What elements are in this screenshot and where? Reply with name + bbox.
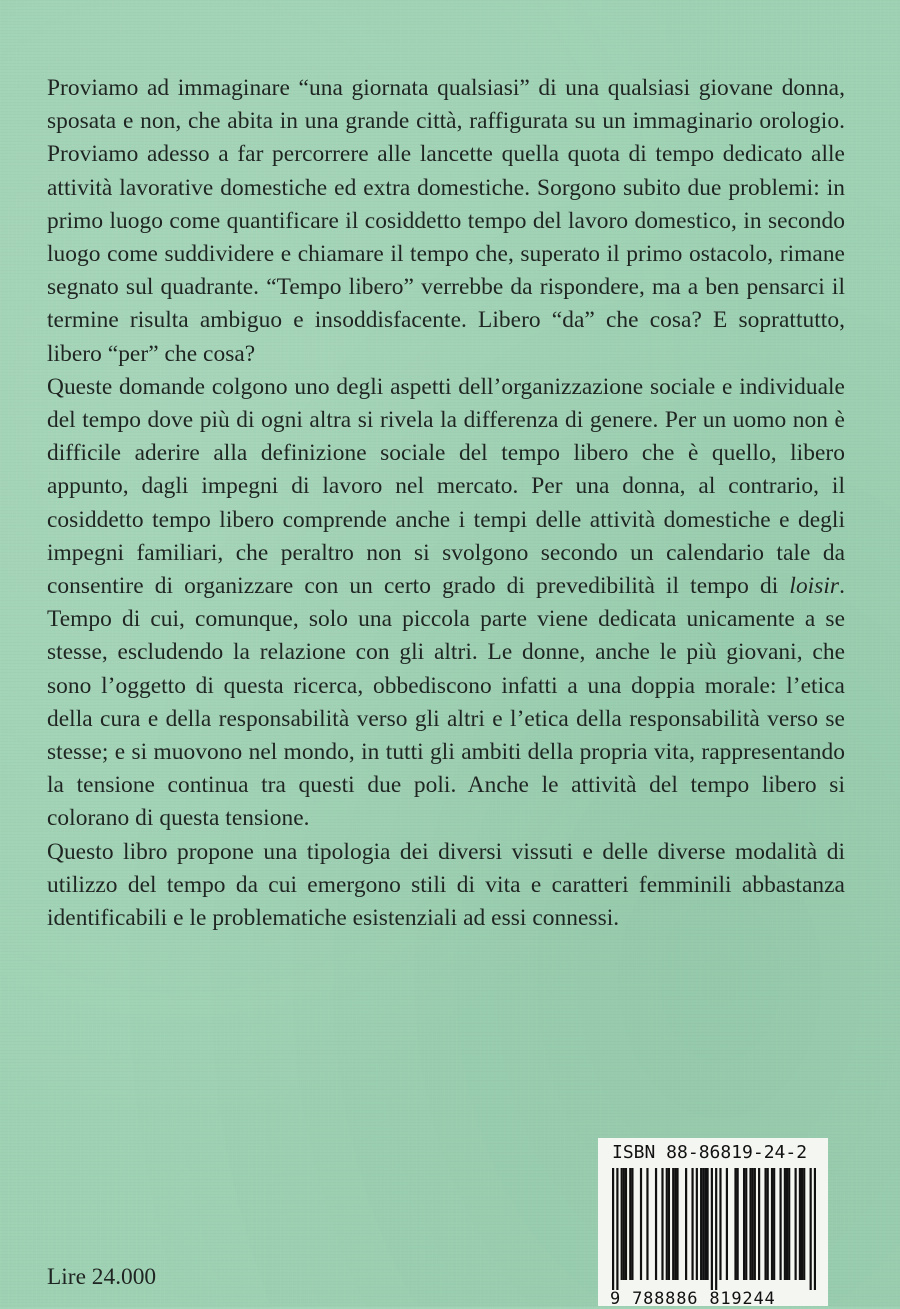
barcode-bar — [786, 1168, 788, 1280]
blurb-paragraph: Questo libro propone una tipologia dei diversi vissuti e delle diverse modalità di utilizzo del tempo da cui emergono stili di vita e caratteri femminili abbastanza identificabili e le problematiche esistenziali ad essi connessi. — [47, 838, 845, 932]
barcode-bar — [646, 1168, 648, 1280]
barcode-bar — [773, 1168, 775, 1280]
barcode-digits: 9 788886 819244 — [610, 1289, 776, 1309]
barcode-bar — [719, 1168, 721, 1280]
barcode-bar — [810, 1168, 812, 1290]
blurb-text-run: . Tempo di cui, comunque, solo una piccola parte viene dedicata unicamente a se stesse, escludendo la relazione con gli altri. Le donne, anche le più giovani, che sono l’oggetto di questa ricerca, obbediscono infatti a una doppia morale: l’etica della cura e della responsabilità verso gli altri e l’etica della responsabilità verso se stesse; e si muovono nel mondo, in tutti gli ambiti della propria vita, rappresentando la tensione continua tra questi due poli. Anche le attività del tempo libero si colorano di questa tensione. — [47, 573, 845, 832]
barcode-bar — [631, 1168, 633, 1280]
isbn-barcode — [598, 1138, 828, 1309]
barcode-bar — [625, 1168, 627, 1280]
barcode-bar — [764, 1168, 766, 1280]
barcode-bar — [629, 1168, 631, 1280]
barcode-bar — [616, 1168, 618, 1290]
barcode-bar — [674, 1168, 676, 1280]
barcode-bar — [691, 1168, 693, 1280]
blurb-paragraph — [47, 371, 845, 836]
barcode-bar — [767, 1168, 769, 1280]
barcode-graphic — [612, 1168, 816, 1290]
barcode-bar — [779, 1168, 781, 1280]
barcode-bar — [752, 1168, 754, 1280]
barcode-bar — [758, 1168, 760, 1280]
barcode-bar — [726, 1168, 728, 1280]
barcode-bar — [685, 1168, 687, 1280]
barcode-bar — [803, 1168, 805, 1280]
barcode-bar — [666, 1168, 668, 1280]
italic-term: loisir — [789, 573, 840, 600]
blurb-paragraph: Proviamo ad immaginare “una giornata qualsiasi” di una qualsiasi giovane donna, sposata e non, che abita in una grande città, raffigurata su un immaginario orologio. Proviamo adesso a far percorrere alle lancette quella quota di tempo dedicato alle attività lavorative domestiche ed extra domestiche. Sorgono subito due problemi: in primo luogo come quantificare il cosiddetto tempo del lavoro domestico, in secondo luogo come suddividere e chiamare il tempo che, superato il primo ostacolo, rimane segnato sul quadrante. “Tempo libero” verrebbe da rispondere, ma a ben pensarci il termine risulta ambiguo e insoddisfacente. Libero “da” che cosa? E soprattutto, libero “per” che cosa? — [47, 75, 845, 367]
barcode-bar — [788, 1168, 790, 1280]
barcode-bar — [801, 1168, 803, 1280]
barcode-bar — [784, 1168, 786, 1280]
price-label: Lire 24.000 — [47, 1264, 157, 1290]
barcode-bar — [715, 1168, 717, 1290]
barcode-bar — [711, 1168, 713, 1290]
barcode-bar — [706, 1168, 708, 1280]
barcode-bar — [655, 1168, 657, 1280]
isbn-number: ISBN 88-86819-24-2 — [612, 1142, 808, 1163]
barcode-bar — [621, 1168, 623, 1280]
barcode-bar — [672, 1168, 674, 1280]
barcode-bar — [640, 1168, 642, 1280]
barcode-bar — [704, 1168, 706, 1280]
barcode-bar — [702, 1168, 704, 1280]
barcode-bar — [612, 1168, 614, 1290]
barcode-bar — [737, 1168, 739, 1280]
barcode-bar — [814, 1168, 816, 1290]
barcode-bar — [734, 1168, 736, 1280]
barcode-bar — [696, 1168, 698, 1280]
barcode-bar — [676, 1168, 678, 1280]
barcode-bar — [668, 1168, 670, 1280]
blurb-text — [47, 72, 845, 935]
barcode-bar — [795, 1168, 797, 1280]
barcode-bar — [754, 1168, 756, 1280]
barcode-bar — [771, 1168, 773, 1280]
barcode-bar — [745, 1168, 747, 1280]
barcode-bar — [700, 1168, 702, 1280]
barcode-bar — [661, 1168, 663, 1280]
barcode-bar — [623, 1168, 625, 1280]
barcode-bar — [749, 1168, 751, 1280]
barcode-bar — [743, 1168, 745, 1280]
barcode-bar — [799, 1168, 801, 1280]
blurb-text-run: Queste domande colgono uno degli aspetti dell’organizzazione sociale e individuale del tempo dove più di ogni altra si rivela la differenza di genere. Per un uomo non è difficile aderire alla definizione sociale del tempo libero che è quello, libero appunto, dagli impegni di lavoro nel mercato. Per una donna, al contrario, il cosiddetto tempo libero comprende anche i tempi delle attività domestiche e degli impegni familiari, che peraltro non si svolgono secondo un calendario tale da consentire di organizzare con un certo grado di prevedibilità il tempo di — [47, 373, 845, 600]
